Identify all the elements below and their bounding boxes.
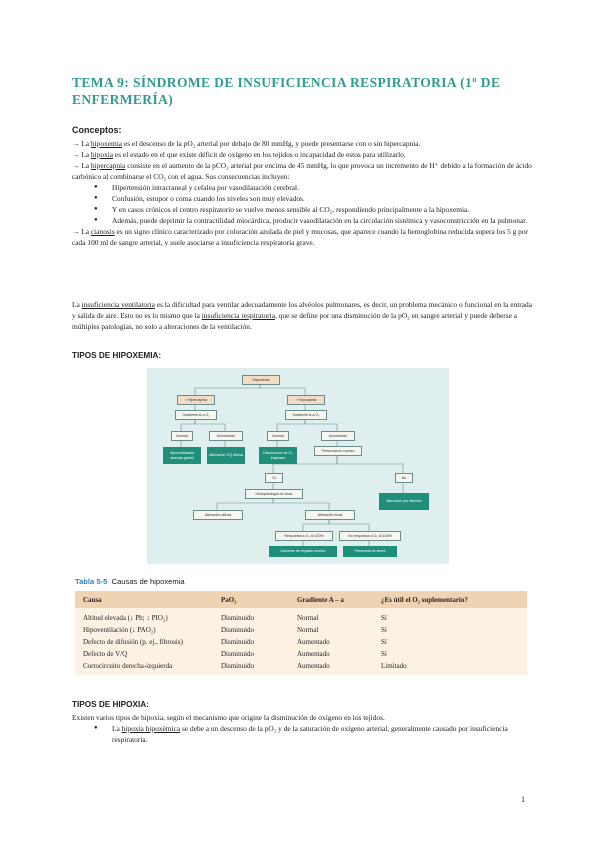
list-item: ● Y en casos crónicos el centro respiratorio se vuelve menos sensible al CO₂, respondiendo principalmente a la hipoxemia. [112,204,532,215]
conceptos-heading: Conceptos [72,125,119,135]
box-alteracion-difusa: Alteración difusa [193,510,243,520]
table-header-cell: ¿Es útil el O₂ suplementario? [381,596,468,604]
box-histopatologia: Histopatología de tórax [245,489,303,499]
table-cell: Altitud elevada (↓ Pb; ↓ PIO₂) [83,614,168,622]
box-gradient-right: Gradiente A-a O₂ [285,410,327,420]
table-cell: Disminuido [221,662,255,670]
root-hipoxemia: Hipoxemia [242,375,280,385]
table-header-cell: PaO₂ [221,596,237,604]
table-caption: Tabla 5-5 Causas de hipoxemia [75,577,185,586]
table-cell: Disminuido [221,650,255,658]
page-number: 1 [521,795,525,804]
table-cell: Limitado [381,662,407,670]
hipoxemia-term: hipoxemia [90,139,123,148]
ventilatoria-paragraph: La insuficiencia ventilatoria es la dificultad para ventilar adecuadamente los alvéolos pulmonares, es decir, un problema mecánico o funcional en la entrada y salida de aire. Esto no es lo mismo que la insuficiencia respiratoria, que se define por una disminución de la pO₂ en sangre arterial y puede deberse a múltiples patologías, no solo a alteraciones de la ventilación. [72,300,533,331]
document-title: TEMA 9: SÍNDROME DE INSUFICIENCIA RESPIRATORIA (1º DE ENFERMERÍA) [72,75,501,107]
table-cell: Sí [381,650,387,658]
box-respuesta-o2: Respuesta a O₂ al 100% [275,531,333,541]
hipoxemia-flowchart [147,368,449,564]
hipercapnia-term: hipercapnia [90,161,126,170]
list-item: ● Además, puede deprimir la contractilidad miocárdica, producir vasodilatación en la circulación sistémica y vasoconstricción en la pulmonar. [112,215,532,226]
table-cell: Normal [297,614,319,622]
box-presencia-reposo: Presencia en reposo [314,446,362,456]
table-cell: Sí [381,626,387,634]
box-gradient-left: Gradiente A-a O₂ [175,410,217,420]
cianosis-def: → La cianosis es un signo clínico caracterizado por coloración azulada de piel y mucosas, que aparece cuando la hemoglobina reducida supera los 5 g por cada 100 ml de sangre arterial, y suele asociarse a insuficiencia respiratoria grave. [72,227,529,247]
conceptos-section: Conceptos: → La hipoxemia es el descenso de la pO₂ arterial por debajo de 80 mmHg, y puede presentarse con o sin hipercapnia. → La hipoxia es el estado en el que existe déficit de oxígeno en los tejidos o incapacidad de estos para utilizarlo. → La hipercapnia consiste en el aumento de la pCO₂ arterial por encima de 45 mmHg, lo que provoca un incremento de H⁺ debido a la formación de ácido carbónico al combinarse el CO₂ con el agua. Sus consecuencias incluyen: ● Hipertensión intracraneal y cefalea por vasodilatación cerebral. ● Confusión, estupor o coma cuando los niveles son muy elevados. ● Y en casos crónicos el centro respiratorio se vuelve menos sensible al CO₂, respondiendo principalmente a la hipoxemia. ● Además, puede deprimir la contractilidad miocárdica, producir vasodilatación en la circulación sistémica y vasoconstricción en la pulmonar. → La cianosis es un signo clínico caracterizado por coloración azulada de piel y mucosas, que aparece cuando la hemoglobina reducida supera los 5 g por cada 100 ml de sangre arterial, y suele asociarse a insuficiencia respiratoria grave. [72,125,532,248]
box-normal-right: Normal [267,431,289,441]
list-item: ● Hipertensión intracraneal y cefalea por vasodilatación cerebral. [112,182,532,193]
list-item: ● Confusión, estupor o coma cuando los niveles son muy elevados. [112,193,532,204]
table-cell: Hipoventilación (↓ PAO₂) [83,626,156,634]
hipoxia-types-list [72,723,532,745]
consecuencias-list [72,182,532,226]
table-cell: Normal [297,626,319,634]
hipoxemia-def: → La hipoxemia es el descenso de la pO₂ arterial por debajo de 80 mmHg, y puede presentarse con o sin hipercapnia. [72,139,421,148]
box-shunt: Presencia de shunt [343,546,397,557]
box-no: No [395,473,413,483]
table-header-cell: Causa [83,596,102,604]
tipos-hipoxia-heading: TIPOS DE HIPOXIA: [72,700,149,709]
box-aumentado-right: Aumentado [321,431,355,441]
list-item: ● La hipoxia hipoxémica se debe a un descenso de la pO₂ y de la saturación de oxígeno arterial, generalmente causado por insuficiencia respiratoria. [112,723,532,745]
table-cell: Sí [381,614,387,622]
tipos-hipoxia-intro: Existen varios tipos de hipoxia, según el mecanismo que origine la disminución de oxígeno en los tejidos. [72,713,385,722]
hipoxia-term: hipoxia [90,150,114,159]
table-cell: Aumentado [297,638,330,646]
hipoxemia-causes-table [75,591,527,675]
table-cell: Aumentado [297,662,330,670]
box-alteracion-difusion: Alteración por difusión [379,493,429,510]
table-cell: Disminuido [221,614,255,622]
table-cell: Aumentado [297,650,330,658]
hipercapnia-def: → La hipercapnia consiste en el aumento de la pCO₂ arterial por encima de 45 mmHg, lo que provoca un incremento de H⁺ debido a la formación de ácido carbónico al combinarse el CO₂ con el agua. Sus consecuencias incluyen: [72,161,532,181]
box-espacio-muerto: Aumento de espacio muerto [269,546,337,557]
box-aumentado-left: Aumentado [209,431,243,441]
tipos-hipoxemia-heading: TIPOS DE HIPOXEMIA: [72,351,162,360]
hipoxia-hipoxemica-term: hipoxia hipoxémica [121,724,181,733]
tipos-hipoxia-section [72,712,532,745]
box-high-pco2: ↑ Hipocapnia [287,395,325,405]
hipoxia-def: → La hipoxia es el estado en el que existe déficit de oxígeno en los tejidos o incapacidad de estos para utilizarlo. [72,150,406,159]
table-label: Tabla 5-5 [75,577,108,586]
cianosis-term: cianosis [90,227,115,236]
table-cell: Disminuido [221,626,255,634]
table-cell: Sí [381,638,387,646]
box-alteracion-vq: Alteración V/Q difusa [207,447,245,464]
table-cell: Disminuido [221,638,255,646]
box-normal-pco2: = Hipercapnia [177,395,215,405]
table-cell: Defecto de V/Q [83,650,128,658]
table-cell: Defecto de difusión (p. ej., fibrosis) [83,638,183,646]
box-hipoventilacion: Hipoventilación alveolar global [163,447,201,464]
ventilatoria-term: insuficiencia ventilatoria [81,300,155,309]
table-cell: Cortocircuito derecha-izquierda [83,662,173,670]
table-header-cell: Gradiente A – a [297,596,344,604]
box-disminucion-o2: Disminución de O₂ inspirado [259,447,297,464]
box-alteracion-focal: Alteración focal [305,510,355,520]
box-si: Sí [265,473,283,483]
respiratoria-term: insuficiencia respiratoria [201,311,275,320]
box-no-respuesta-o2: No respuesta a O₂ al 100% [339,531,401,541]
box-normal-left: Normal [171,431,193,441]
